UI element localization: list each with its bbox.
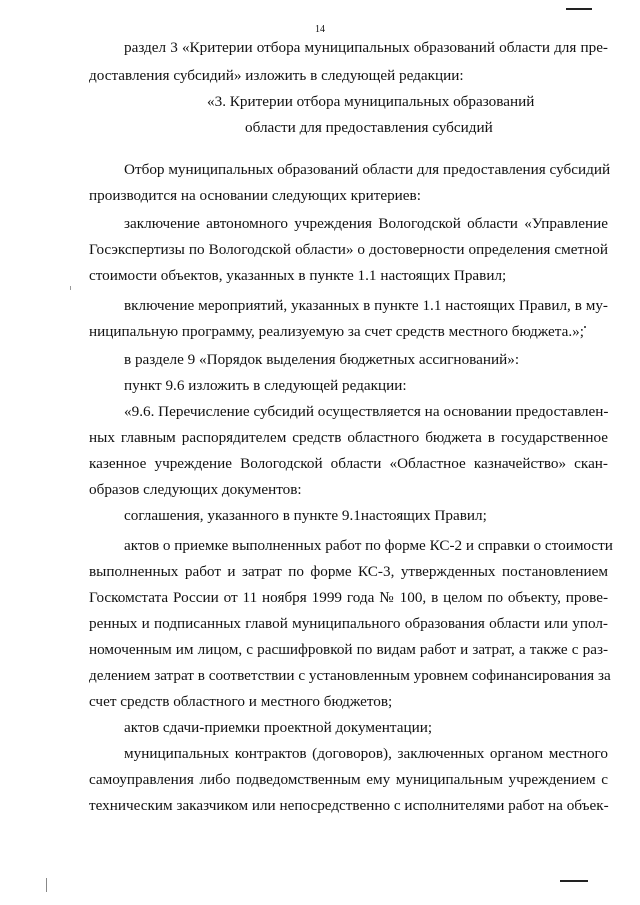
text-line: самоуправления либо подведомственным ему муниципальным учреждением с <box>89 771 608 788</box>
text-line: Отбор муниципальных образований области для предоставления субсидий <box>124 161 611 178</box>
text-line: техническим заказчиком или непосредственно с исполнителями работ на объек- <box>89 797 609 814</box>
text-line: Госэкспертизы по Вологодской области» о достоверности определения сметной <box>89 241 608 258</box>
scan-mark <box>70 286 71 290</box>
text-line: казенное учреждение Вологодской области «Областное казначейство» скан- <box>89 455 608 472</box>
text-line: пункт 9.6 изложить в следующей редакции: <box>124 377 407 394</box>
section-heading: области для предоставления субсидий <box>245 119 493 136</box>
text-line: в разделе 9 «Порядок выделения бюджетных ассигнований»: <box>124 351 520 368</box>
page-number: 14 <box>315 24 325 35</box>
text-line: актов сдачи-приемки проектной документации; <box>124 719 433 736</box>
text-line: муниципальных контрактов (договоров), заключенных органом местного <box>124 745 608 762</box>
text-line: делением затрат в соответствии с установленным уровнем софинансирования за <box>89 667 611 684</box>
text-line: актов о приемке выполненных работ по форме КС-2 и справки о стоимости <box>124 537 613 554</box>
text-line: производится на основании следующих критериев: <box>89 187 421 204</box>
text-line: заключение автономного учреждения Вологодской области «Управление <box>124 215 608 232</box>
text-line: ниципальную программу, реализуемую за счет средств местного бюджета.»; <box>89 323 584 340</box>
text-line: включение мероприятий, указанных в пункте 1.1 настоящих Правил, в му- <box>124 297 608 314</box>
text-line: ных главным распорядителем средств областного бюджета в государственное <box>89 429 608 446</box>
text-line: соглашения, указанного в пункте 9.1настоящих Правил; <box>124 507 487 524</box>
scan-mark <box>560 880 588 882</box>
text-line: «9.6. Перечисление субсидий осуществляется на основании предоставлен- <box>124 403 609 420</box>
text-line: номоченным им лицом, с расшифровкой по видам работ и затрат, а также с раз- <box>89 641 608 658</box>
text-line: доставления субсидий» изложить в следующей редакции: <box>89 67 464 84</box>
text-line: раздел 3 «Критерии отбора муниципальных образований области для пре- <box>124 39 608 56</box>
section-heading: «3. Критерии отбора муниципальных образований <box>207 93 535 110</box>
scan-mark <box>46 878 47 892</box>
text-line: счет средств областного и местного бюджетов; <box>89 693 393 710</box>
text-line: выполненных работ и затрат по форме КС-3, утвержденных постановлением <box>89 563 608 580</box>
text-line: Госкомстата России от 11 ноября 1999 года № 100, в целом по объекту, прове- <box>89 589 608 606</box>
scan-mark <box>584 326 586 328</box>
text-line: образов следующих документов: <box>89 481 302 498</box>
text-line: ренных и подписанных главой муниципального образования области или упол- <box>89 615 608 632</box>
text-line: стоимости объектов, указанных в пункте 1.1 настоящих Правил; <box>89 267 507 284</box>
scan-mark <box>566 8 592 10</box>
